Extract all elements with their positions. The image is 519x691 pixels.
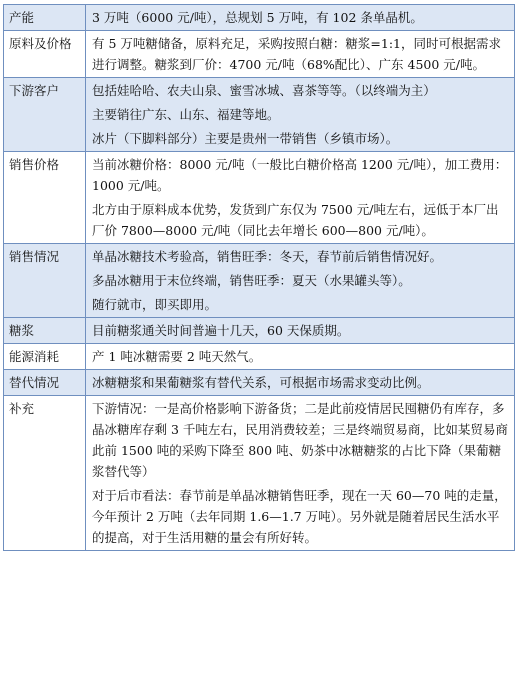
content-line: 单晶冰糖技术考验高，销售旺季：冬天，春节前后销售情况好。	[92, 249, 443, 264]
table-row-sales-price	[4, 152, 515, 244]
row-content	[86, 31, 515, 78]
row-label: 下游客户	[4, 78, 86, 152]
row-content	[86, 78, 515, 152]
row-content	[86, 5, 515, 31]
content-line: 北方由于原料成本优势，发货到广东仅为 7500 元/吨左右，远低于本厂出厂价 7800—8000 元/吨（同比去年增长 600—800 元/吨）。	[92, 202, 499, 238]
content-line: 3 万吨（6000 元/吨），总规划 5 万吨，有 102 条单晶机。	[92, 10, 423, 25]
table-row-substitution	[4, 370, 515, 396]
row-content	[86, 370, 515, 396]
content-line: 目前糖浆通关时间普遍十几天，60 天保质期。	[92, 323, 350, 338]
row-content	[86, 318, 515, 344]
row-content	[86, 344, 515, 370]
row-label: 能源消耗	[4, 344, 86, 370]
content-line: 有 5 万吨糖储备，原料充足，采购按照白糖：糖浆=1:1，同时可根据需求进行调整。糖浆到厂价：4700 元/吨（68%配比）、广东 4500 元/吨。	[92, 36, 501, 72]
row-label: 补充	[4, 396, 86, 551]
table-row-materials-price	[4, 31, 515, 78]
row-label: 原料及价格	[4, 31, 86, 78]
row-label: 产能	[4, 5, 86, 31]
content-line: 包括娃哈哈、农夫山泉、蜜雪冰城、喜茶等等。（以终端为主）	[92, 83, 436, 98]
table-row-energy	[4, 344, 515, 370]
table-row-customers	[4, 78, 515, 152]
content-line: 多晶冰糖用于末位终端，销售旺季：夏天（水果罐头等）。	[92, 273, 411, 288]
content-line: 产 1 吨冰糖需要 2 吨天然气。	[92, 349, 262, 364]
table-row-capacity	[4, 5, 515, 31]
content-line: 冰糖糖浆和果葡糖浆有替代关系，可根据市场需求变动比例。	[92, 375, 430, 390]
row-content	[86, 152, 515, 244]
content-line: 随行就市，即买即用。	[92, 297, 218, 312]
row-content	[86, 244, 515, 318]
row-label: 糖浆	[4, 318, 86, 344]
info-table-document	[3, 4, 515, 551]
info-table	[3, 4, 515, 551]
content-line: 下游情况：一是高价格影响下游备货；二是此前疫情居民囤糖仍有库存，多晶冰糖库存剩 3 千吨左右，民用消费较差；三是终端贸易商，比如某贸易商此前 1500 吨的采购下降至 800 吨、奶茶中冰糖糖浆的占比下降（果葡糖浆替代等）	[92, 401, 508, 479]
content-line: 主要销往广东、山东、福建等地。	[92, 107, 280, 122]
table-row-supplement	[4, 396, 515, 551]
content-line: 对于后市看法：春节前是单晶冰糖销售旺季，现在一天 60—70 吨的走量，今年预计 2 万吨（去年同期 1.6—1.7 万吨）。另外就是随着居民生活水平的提高，对于生活用糖的量会有所好转。	[92, 488, 507, 545]
table-row-syrup	[4, 318, 515, 344]
row-label: 销售情况	[4, 244, 86, 318]
row-label: 替代情况	[4, 370, 86, 396]
row-label: 销售价格	[4, 152, 86, 244]
row-content	[86, 396, 515, 551]
table-row-sales-status	[4, 244, 515, 318]
content-line: 当前冰糖价格：8000 元/吨（一般比白糖价格高 1200 元/吨），加工费用：1000 元/吨。	[92, 157, 508, 193]
content-line: 冰片（下脚料部分）主要是贵州一带销售（乡镇市场）。	[92, 131, 399, 146]
